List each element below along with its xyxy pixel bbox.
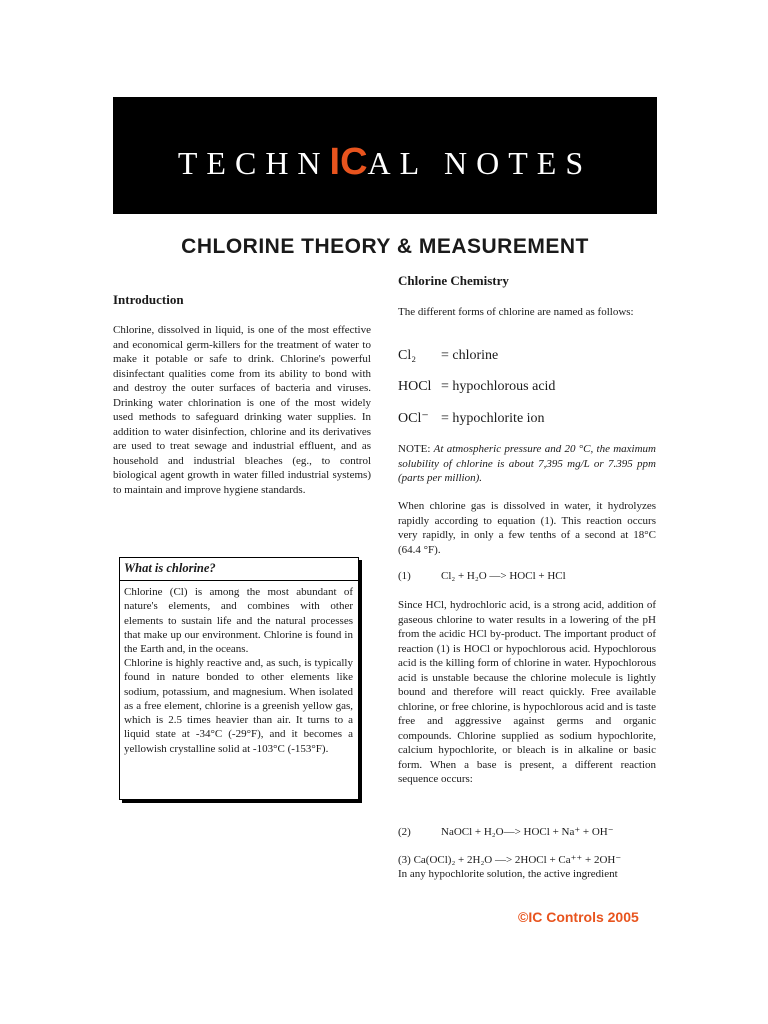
chlorine-form-hocl: [398, 379, 555, 395]
box-paragraph-2: Chlorine is highly reactive and, as such, is typically found in nature bonded to other elements like sodium, potassium, and magnesium. When isolated as a free element, chlorine is a greenish yellow gas, which is 2.5 times heavier than air. It turns to a liquid state at -34°C (-29°F), and it becomes a yellowish crystalline solid at -103°C (-153°F).: [124, 657, 353, 755]
box-divider: [120, 580, 358, 581]
hydrochloric-acid-paragraph: Since HCl, hydrochloric acid, is a strong acid, addition of gaseous chlorine to water results in a lowering of the pH from the acidic HCl by-product. The important product of reaction (1) is HOCl or hypochlorous acid. Hypochlorous acid is the killing form of chlorine in water. Hypochlorous acid is unstable because the chlorine molecule is lightly bound and therefore will react quickly. Free available chlorine, or free chlorine, is hypochlorous acid and is taste free and aggressive against germs and organic compounds. Chlorine supplied as sodium hypochlorite, calcium hypochlorite, or bleach is in alkaline or basic form. When a base is present, a different reaction sequence occurs:: [398, 599, 656, 785]
header-banner: [113, 97, 657, 234]
banner-title-start: TECHN: [177, 145, 330, 181]
note-label: NOTE:: [398, 443, 431, 455]
form-name: = hypochlorous acid: [441, 379, 556, 394]
introduction-paragraph: Chlorine, dissolved in liquid, is one of the most effective and economical germ-killers for the treatment of water to make it potable or safe to drink. Chlorine's powerful disinfectant qualities come from its ability to bond with and destroy the outer surfaces of bacteria and viruses. Drinking water chlorination is one of the most widely used methods to safeguard drinking water supplies. In addition to water disinfection, chlorine and its derivatives are used to treat sewage and industrial effluent, and as household and industrial bleaches (eg., to control biological agent growth in water filled industrial systems) to maintain and improve hygiene standards.: [113, 324, 371, 496]
box-paragraph-1: Chlorine (Cl) is among the most abundant of nature's elements, and combines with other elements to sustain life and the natural processes that make up our environment. Chlorine is found in the Earth and, in the oceans.: [124, 586, 353, 656]
chlorine-form-ocl: [398, 410, 545, 427]
hydrolysis-paragraph: When chlorine gas is dissolved in water, it hydrolyzes rapidly according to equation (1). This reaction occurs very rapidly, in only a few tenths of a second at 18°C (64.4 °F).: [398, 500, 656, 556]
form-name: = hypochlorite ion: [441, 411, 545, 426]
copyright-footer: ©IC Controls 2005: [518, 909, 639, 925]
chlorine-chemistry-heading: Chlorine Chemistry: [398, 273, 509, 288]
ic-logo-accent: IC: [329, 141, 368, 183]
equation-3: (3) Ca(OCl)₂ + 2H₂O —> 2HOCl + Ca⁺⁺ + 2OH⁻: [398, 854, 622, 866]
equation-text: Cl₂ + H₂O —> HOCl + HCl: [441, 570, 566, 582]
hypochlorite-paragraph: In any hypochlorite solution, the active ingredient: [398, 868, 618, 880]
solubility-note: [398, 442, 656, 486]
form-symbol: OCl⁻: [398, 411, 429, 426]
issue-number: Issue 8-2: [601, 219, 649, 234]
equation-1: [398, 570, 566, 582]
form-symbol: HOCl: [398, 379, 432, 394]
what-is-chlorine-box: [119, 557, 359, 800]
equation-number: (2): [398, 826, 411, 838]
introduction-heading: Introduction: [113, 292, 184, 307]
banner-title-end: AL NOTES: [367, 145, 593, 181]
box-title: What is chlorine?: [124, 561, 216, 575]
note-text: At atmospheric pressure and 20 °C, the maximum solubility of chlorine is about 7,395 mg/L or 7.395 ppm (parts per million).: [398, 443, 656, 484]
document-title: CHLORINE THEORY & MEASUREMENT: [181, 235, 589, 258]
form-symbol: Cl₂: [398, 348, 417, 363]
form-name: = chlorine: [441, 348, 499, 363]
equation-2: [398, 825, 614, 838]
equation-text: NaOCl + H₂O—> HOCl + Na⁺ + OH⁻: [441, 826, 614, 838]
banner-title: [113, 141, 657, 184]
equation-number: (1): [398, 570, 411, 582]
chemistry-intro: The different forms of chlorine are named as follows:: [398, 306, 634, 318]
chlorine-form-cl2: [398, 348, 498, 364]
